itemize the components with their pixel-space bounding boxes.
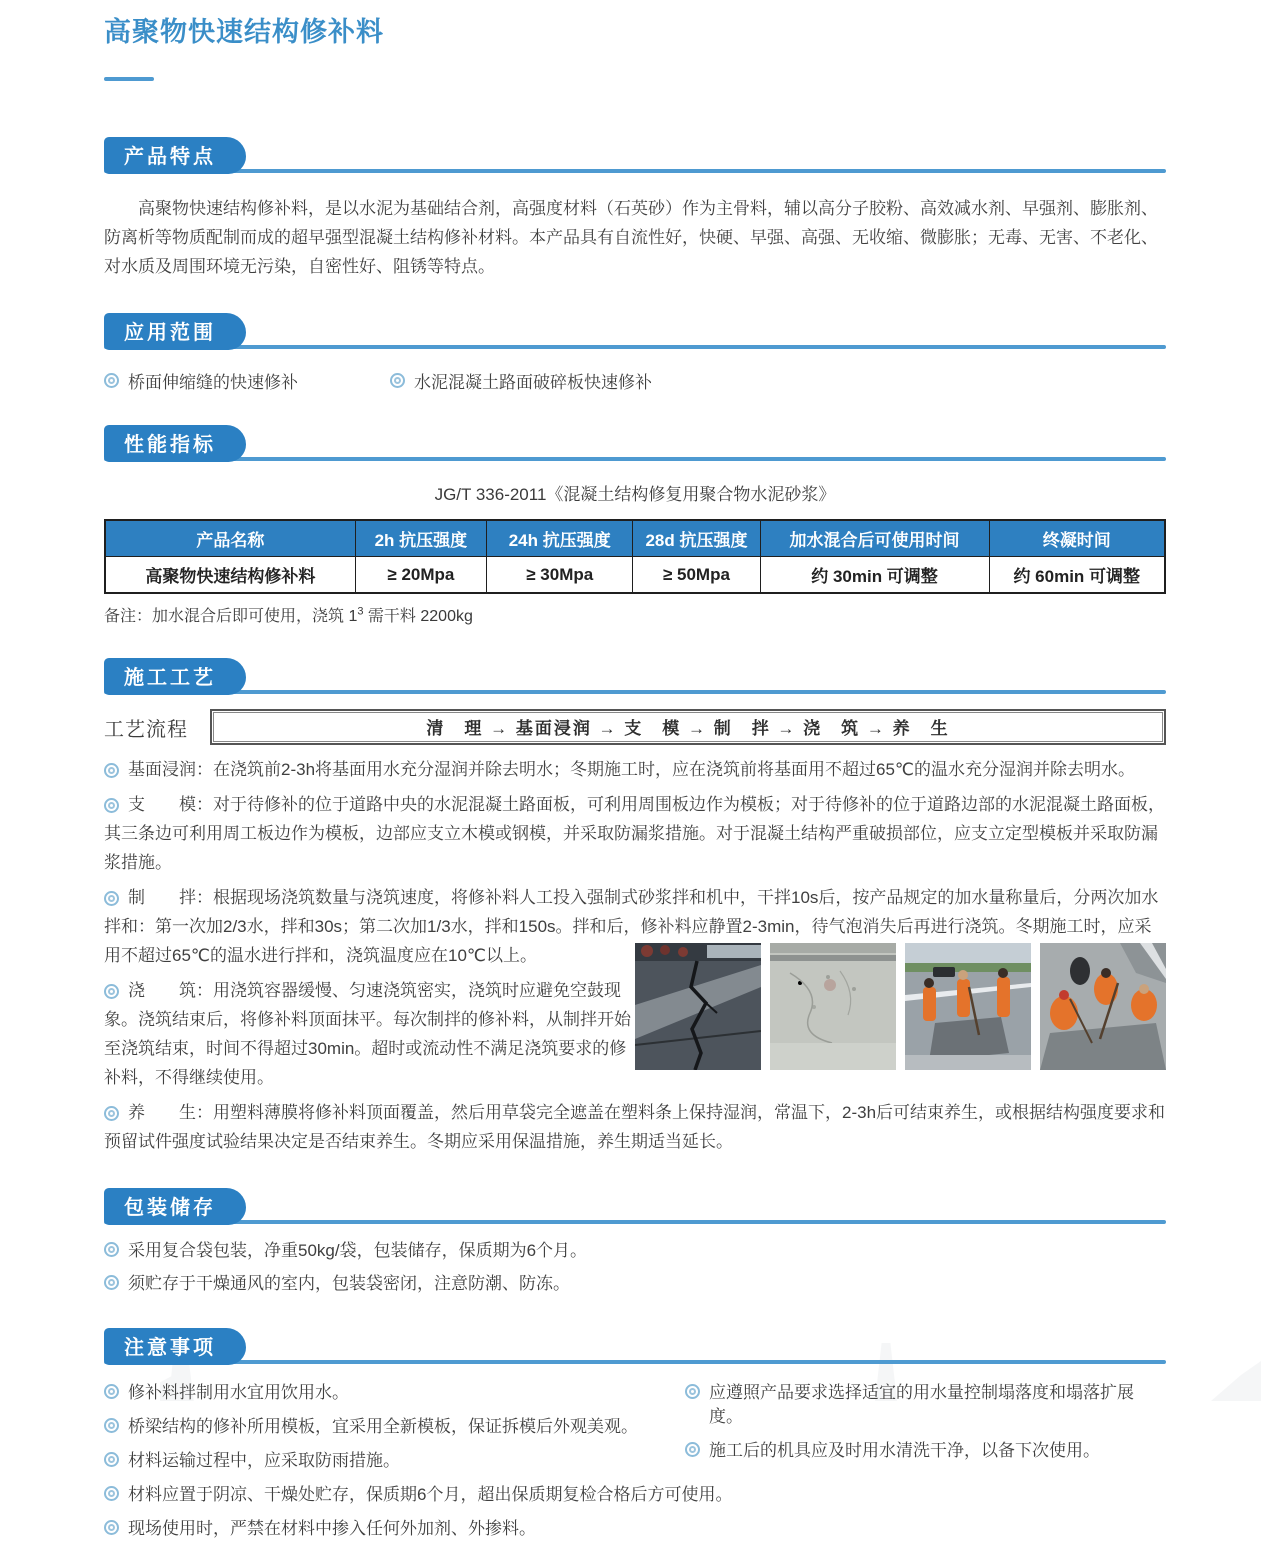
ring-bullet-icon (104, 763, 119, 778)
ring-bullet-icon (104, 891, 119, 906)
step-text: 浇 筑：用浇筑容器缓慢、匀速浇筑密实，浇筑时应避免空鼓现象。浇筑结束后，将修补料顶面抹平。每次制拌的修补料，从制拌开始至浇筑结束，时间不得超过30min。超时或流动性不满足浇筑要求的修补料，不得继续使用。 (104, 981, 631, 1087)
ring-bullet-icon (104, 1275, 119, 1290)
ring-bullet-icon (104, 798, 119, 813)
section-tab-performance: 性能指标 (104, 425, 246, 462)
process-step (104, 790, 1166, 877)
section-header-packaging (104, 1188, 1166, 1225)
list-item (104, 1239, 1166, 1263)
section-header-precautions (104, 1328, 1166, 1365)
precaution-item: 材料应置于阴凉、干燥处贮存，保质期6个月，超出保质期复检合格后方可使用。 (128, 1485, 733, 1504)
column-header: 24h 抗压强度 (487, 520, 633, 557)
application-label: 水泥混凝土路面破碎板快速修补 (414, 373, 652, 392)
list-item (390, 368, 652, 393)
step-text: 养 生：用塑料薄膜将修补料顶面覆盖，然后用草袋完全遮盖在塑料条上保持湿润，常温下，2-3h后可结束养生，或根据结构强度要求和预留试件强度试验结果决定是否结束养生。冬期应采用保温措施，养生期适当延长。 (104, 1103, 1166, 1151)
section-tab-process: 施工工艺 (104, 658, 246, 695)
ring-bullet-icon (104, 1520, 119, 1535)
list-item (104, 1415, 685, 1439)
page-title: 高聚物快速结构修补料 (104, 17, 384, 47)
flow-sequence-box: 清 理 → 基面浸润 → 支 模 → 制 拌 → 浇 筑 → 养 生 (210, 709, 1166, 745)
section-tab-features: 产品特点 (104, 137, 246, 174)
photo-workers-finishing-patch (1040, 943, 1166, 1070)
section-header-features (104, 137, 1166, 174)
title-underline (104, 77, 154, 81)
ring-bullet-icon (104, 1384, 119, 1399)
section-tab-precautions: 注意事项 (104, 1328, 246, 1365)
applications-list (104, 368, 1166, 393)
photo-cracked-pavement (635, 943, 761, 1070)
list-item (104, 1517, 1166, 1541)
table-cell: ≥ 30Mpa (487, 557, 633, 594)
flow-label: 工艺流程 (104, 718, 188, 741)
precautions-right-column (685, 1371, 1166, 1473)
process-steps (104, 755, 1166, 1156)
table-cell: 约 60min 可调整 (989, 557, 1165, 594)
section-header-applications (104, 313, 1166, 350)
ring-bullet-icon (104, 373, 119, 388)
list-item (104, 1381, 685, 1405)
column-header: 加水混合后可使用时间 (760, 520, 989, 557)
standard-caption: JG/T 336-2011《混凝土结构修复用聚合物水泥砂浆》 (434, 485, 836, 504)
superscript: 3 (357, 605, 364, 618)
precaution-item: 桥梁结构的修补所用模板，宜采用全新模板，保证拆模后外观美观。 (128, 1417, 638, 1436)
list-item (104, 368, 298, 393)
table-cell: ≥ 20Mpa (355, 557, 486, 594)
step-text: 制 拌：根据现场浇筑数量与浇筑速度，将修补料人工投入强制式砂浆拌和机中，干拌10s后，按产品规定的加水量称量后，分两次加水拌和：第一次加2/3水，拌和30s；第二次加1/3水，拌和150s。拌和后，修补料应静置2-3min，待气泡消失后再进行浇筑。冬期施工时，应采用不超过65℃的温水进行拌和，浇筑温度应在10℃以上。 (104, 888, 1159, 965)
photo-damaged-concrete-slab (770, 943, 896, 1070)
column-header: 终凝时间 (989, 520, 1165, 557)
step-text: 支 模：对于待修补的位于道路中央的水泥混凝土路面板，可利用周围板边作为模板；对于待修补的位于道路边部的水泥混凝土路面板，其三条边可利用周工板边作为模板，边部应支立木模或钢模，并采取防漏浆措施。对于混凝土结构严重破损部位，应支立定型模板并采取防漏浆措施。 (104, 795, 1165, 872)
precaution-item: 应遵照产品要求选择适宜的用水量控制塌落度和塌落扩展度。 (709, 1383, 1134, 1426)
table-cell: ≥ 50Mpa (633, 557, 760, 594)
application-label: 桥面伸缩缝的快速修补 (128, 373, 298, 392)
ring-bullet-icon (390, 373, 405, 388)
table-header-row (105, 520, 1165, 557)
ring-bullet-icon (104, 1418, 119, 1433)
ring-bullet-icon (685, 1384, 700, 1399)
list-item (104, 1483, 1166, 1507)
precaution-item: 现场使用时，严禁在材料中掺入任何外加剂、外掺料。 (128, 1519, 536, 1538)
performance-table (104, 519, 1166, 594)
packaging-item: 采用复合袋包装，净重50kg/袋，包装储存，保质期为6个月。 (128, 1241, 588, 1260)
table-cell: 高聚物快速结构修补料 (105, 557, 355, 594)
precaution-item: 施工后的机具应及时用水清洗干净，以备下次使用。 (709, 1441, 1100, 1460)
precaution-item: 修补料拌制用水宜用饮用水。 (128, 1383, 349, 1402)
section-tab-applications: 应用范围 (104, 313, 246, 350)
section-header-performance (104, 425, 1166, 462)
list-item (685, 1381, 1166, 1429)
column-header: 28d 抗压强度 (633, 520, 760, 557)
list-item (104, 1272, 1166, 1296)
list-item (104, 1449, 685, 1473)
ring-bullet-icon (685, 1442, 700, 1457)
ring-bullet-icon (104, 1486, 119, 1501)
section-tab-packaging: 包装储存 (104, 1188, 246, 1225)
construction-photo-strip (635, 943, 1166, 1070)
process-step (104, 755, 1166, 784)
process-step (104, 1098, 1166, 1156)
column-header: 产品名称 (105, 520, 355, 557)
table-cell: 约 30min 可调整 (760, 557, 989, 594)
precautions-columns (104, 1371, 1166, 1473)
ring-bullet-icon (104, 984, 119, 999)
packaging-list (104, 1239, 1166, 1296)
precautions-bottom-list (104, 1483, 1166, 1541)
list-item (685, 1439, 1166, 1463)
photo-road-repair-workers (905, 943, 1031, 1070)
column-header: 2h 抗压强度 (355, 520, 486, 557)
table-note: 备注：加水混合后即可使用，浇筑 $1^3$ 需干料 2200kg (104, 605, 473, 625)
ring-bullet-icon (104, 1452, 119, 1467)
process-step (104, 976, 634, 1092)
section-header-process (104, 658, 1166, 695)
precautions-left-column (104, 1371, 685, 1473)
ring-bullet-icon (104, 1242, 119, 1257)
step-text: 基面浸润：在浇筑前2-3h将基面用水充分湿润并除去明水；冬期施工时，应在浇筑前将基面用不超过65℃的温水充分湿润并除去明水。 (128, 760, 1136, 779)
process-flow-row (104, 709, 1166, 745)
ring-bullet-icon (104, 1106, 119, 1121)
packaging-item: 须贮存于干燥通风的室内，包装袋密闭，注意防潮、防冻。 (128, 1274, 570, 1293)
features-paragraph: 高聚物快速结构修补料，是以水泥为基础结合剂，高强度材料（石英砂）作为主骨料，辅以高分子胶粉、高效减水剂、早强剂、膨胀剂、防离析等物质配制而成的超早强型混凝土结构修补材料。本产品具有自流性好，快硬、早强、高强、无收缩、微膨胀；无毒、无害、不老化、对水质及周围环境无污染，自密性好、阻锈等特点。 (104, 199, 1158, 276)
precaution-item: 材料运输过程中，应采取防雨措施。 (128, 1451, 400, 1470)
table-row (105, 557, 1165, 594)
